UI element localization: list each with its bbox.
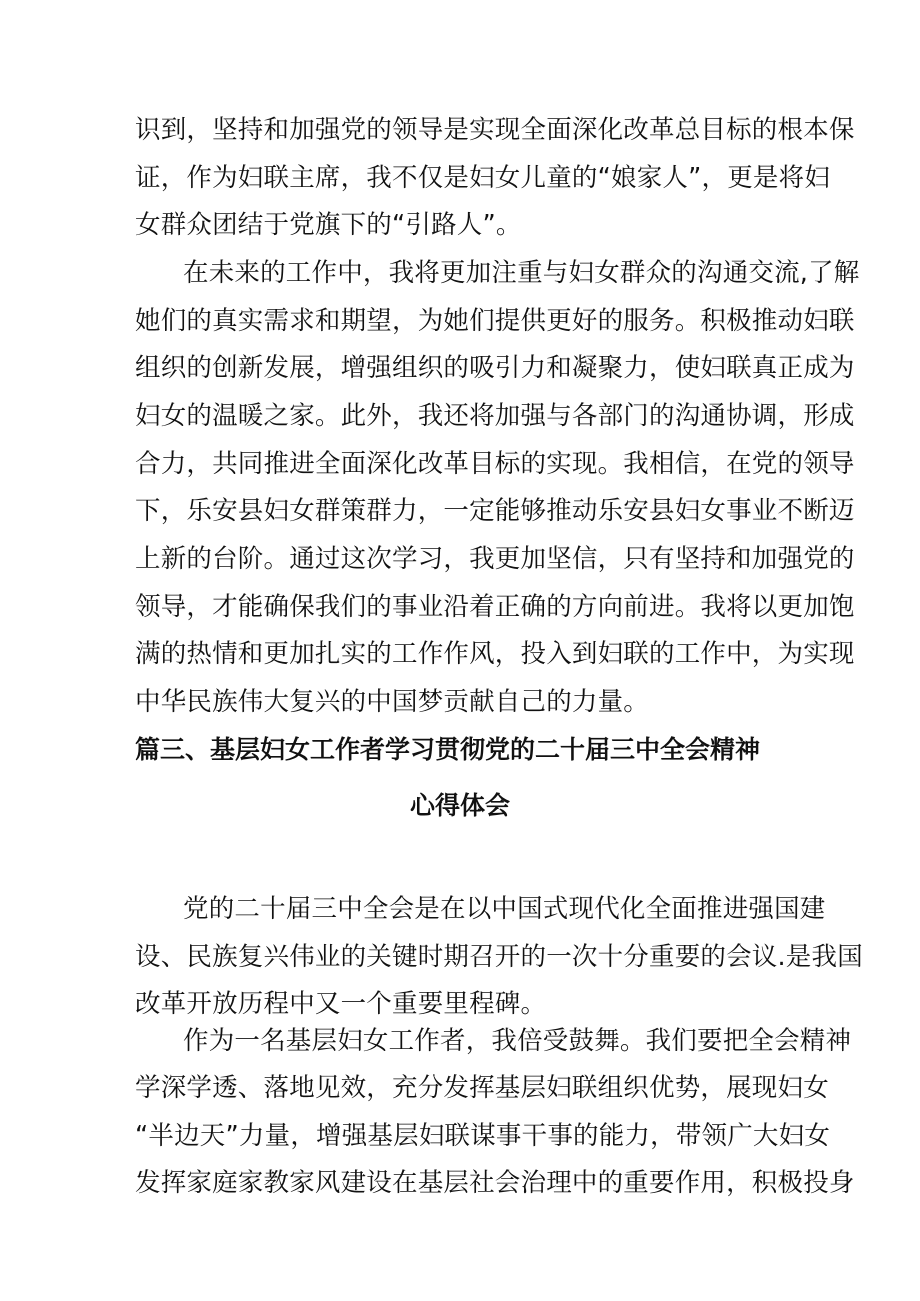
text-line: “半边天”力量，增强基层妇联谋事干事的能力，带领广大妇女 [135,1121,831,1151]
text-line: 女群众团结于党旗下的“引路人”。 [135,210,522,240]
section-title: 篇三、基层妇女工作者学习贯彻党的二十届三中全会精神 [135,735,761,764]
text-line: 下，乐安县妇女群策群力，一定能够推动乐安县妇女事业不断迈 [135,496,855,526]
text-line: 妇女的温暖之家。此外，我还将加强与各部门的沟通协调，形成 [135,401,855,431]
text-line: 改革开放历程中又一个重要里程碑。 [135,989,547,1019]
section-subtitle: 心得体会 [409,791,510,820]
text-line: 组织的创新发展，增强组织的吸引力和凝聚力，使妇联真正成为 [135,353,855,383]
text-line: 在未来的工作中，我将更加注重与妇女群众的沟通交流,了解 [183,258,860,288]
text-line: 识到，坚持和加强党的领导是实现全面深化改革总目标的根本保 [135,115,855,145]
text-line: 党的二十届三中全会是在以中国式现代化全面推进强国建 [183,894,826,924]
text-line: 她们的真实需求和期望，为她们提供更好的服务。积极推动妇联 [135,306,855,336]
text-line: 满的热情和更加扎实的工作作风，投入到妇联的工作中，为实现 [135,639,855,669]
text-line: 作为一名基层妇女工作者，我倍受鼓舞。我们要把全会精神 [183,1026,852,1056]
text-line: 发挥家庭家教家风建设在基层社会治理中的重要作用，积极投身 [135,1168,855,1198]
text-line: 证，作为妇联主席，我不仅是妇女儿童的“娘家人”，更是将妇 [135,163,831,193]
text-line: 中华民族伟大复兴的中国梦贡献自己的力量。 [135,687,650,717]
text-line: 领导，才能确保我们的事业沿着正确的方向前进。我将以更加饱 [135,592,855,622]
text-line: 合力，共同推进全面深化改革目标的实现。我相信，在党的领导 [135,449,855,479]
text-line: 上新的台阶。通过这次学习，我更加坚信，只有坚持和加强党的 [135,544,855,574]
text-line: 学深学透、落地见效，充分发挥基层妇联组织优势，展现妇女 [135,1073,829,1103]
text-line: 设、民族复兴伟业的关键时期召开的一次十分重要的会议.是我国 [135,942,863,972]
